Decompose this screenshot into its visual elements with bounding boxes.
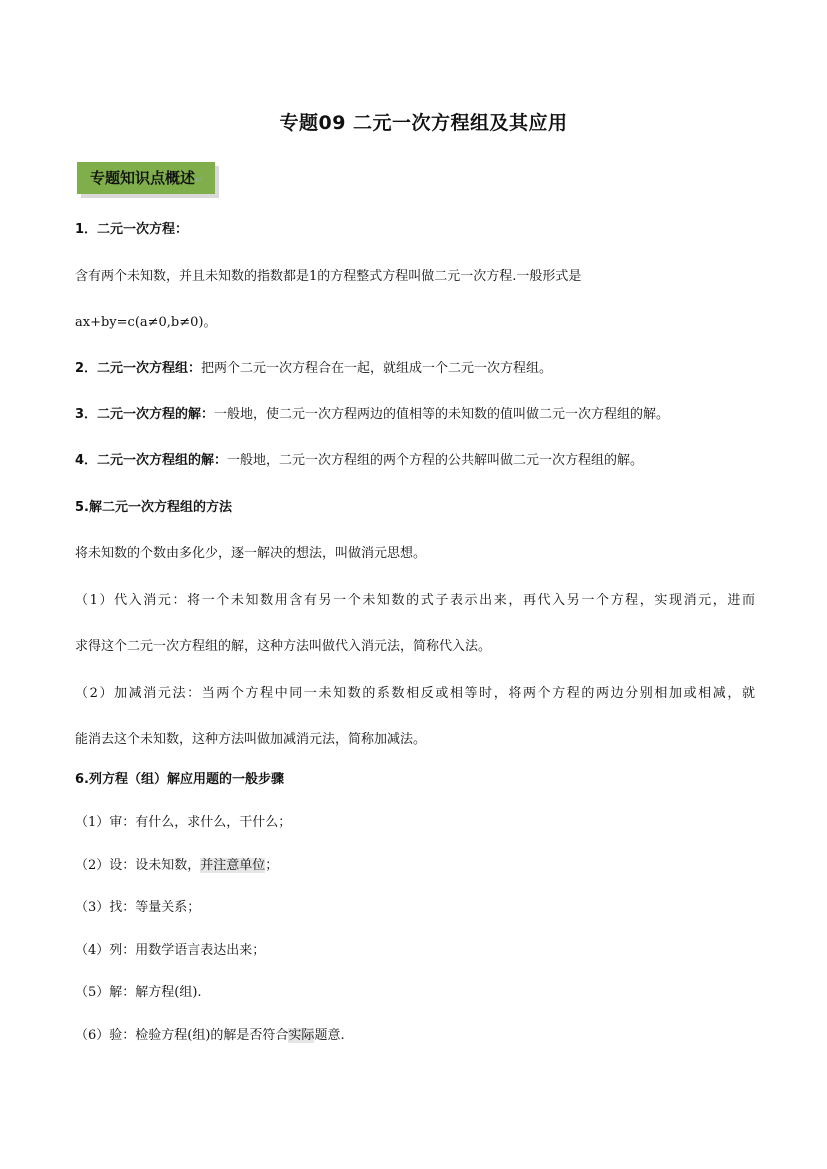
s5-method1-line2: 求得这个二元一次方程组的解，这种方法叫做代入消元法，简称代入法。 [75, 639, 492, 654]
s6-step1: （1）审：有什么，求什么，干什么； [75, 815, 292, 830]
highlight-unit: 并注意单位 [200, 858, 266, 873]
s6-step2: （2）设：设未知数，并注意单位； [75, 858, 279, 873]
s1-body-1: 含有两个未知数，并且未知数的指数都是1的方程整式方程叫做二元一次方程.一般形式是 [75, 269, 582, 284]
s2-text: 把两个二元一次方程合在一起，就组成一个二元一次方程组。 [201, 361, 553, 376]
highlight-actual: 实际 [288, 1028, 315, 1043]
s4-paragraph [75, 452, 755, 470]
s1-heading: 1．二元一次方程： [75, 222, 189, 237]
s4-text: 一般地，二元一次方程组的两个方程的公共解叫做二元一次方程组的解。 [227, 453, 644, 468]
s5-method1-line1: （1）代入消元：将一个未知数用含有另一个未知数的式子表示出来，再代入另一个方程，实现消元，进而 [75, 593, 755, 608]
badge-label: 专题知识点概述 [90, 169, 196, 187]
s2-paragraph [75, 360, 755, 378]
s4-term: 4．二元一次方程组的解： [75, 453, 228, 468]
s6-step4: （4）列：用数学语言表达出来； [75, 943, 266, 958]
page-title: 专题09 二元一次方程组及其应用 [279, 112, 568, 134]
s3-paragraph [75, 406, 755, 424]
s6-step3: （3）找：等量关系； [75, 900, 201, 915]
s5-heading: 5.解二元一次方程组的方法 [75, 500, 232, 515]
return-mark-icon: ↵ [195, 175, 204, 186]
s3-text: 一般地，使二元一次方程两边的值相等的未知数的值叫做二元一次方程组的解。 [214, 407, 670, 422]
s6-step5: （5）解：解方程(组). [75, 985, 202, 1000]
s3-term: 3．二元一次方程的解： [75, 407, 215, 422]
section-badge [77, 162, 215, 194]
s6-heading: 6.列方程（组）解应用题的一般步骤 [75, 772, 284, 787]
s1-body-2: ax+by=c(a≠0,b≠0)。 [75, 315, 217, 330]
s5-intro: 将未知数的个数由多化少，逐一解决的想法，叫做消元思想。 [75, 546, 427, 561]
s5-method2-line1: （2）加减消元法：当两个方程中同一未知数的系数相反或相等时，将两个方程的两边分别相加或相减，就 [75, 686, 755, 701]
s6-step6: （6）验：检验方程(组)的解是否符合实际题意. [75, 1028, 345, 1043]
s5-method2-line2: 能消去这个未知数，这种方法叫做加减消元法，简称加减法。 [75, 732, 427, 747]
s2-term: 2．二元一次方程组： [75, 361, 202, 376]
